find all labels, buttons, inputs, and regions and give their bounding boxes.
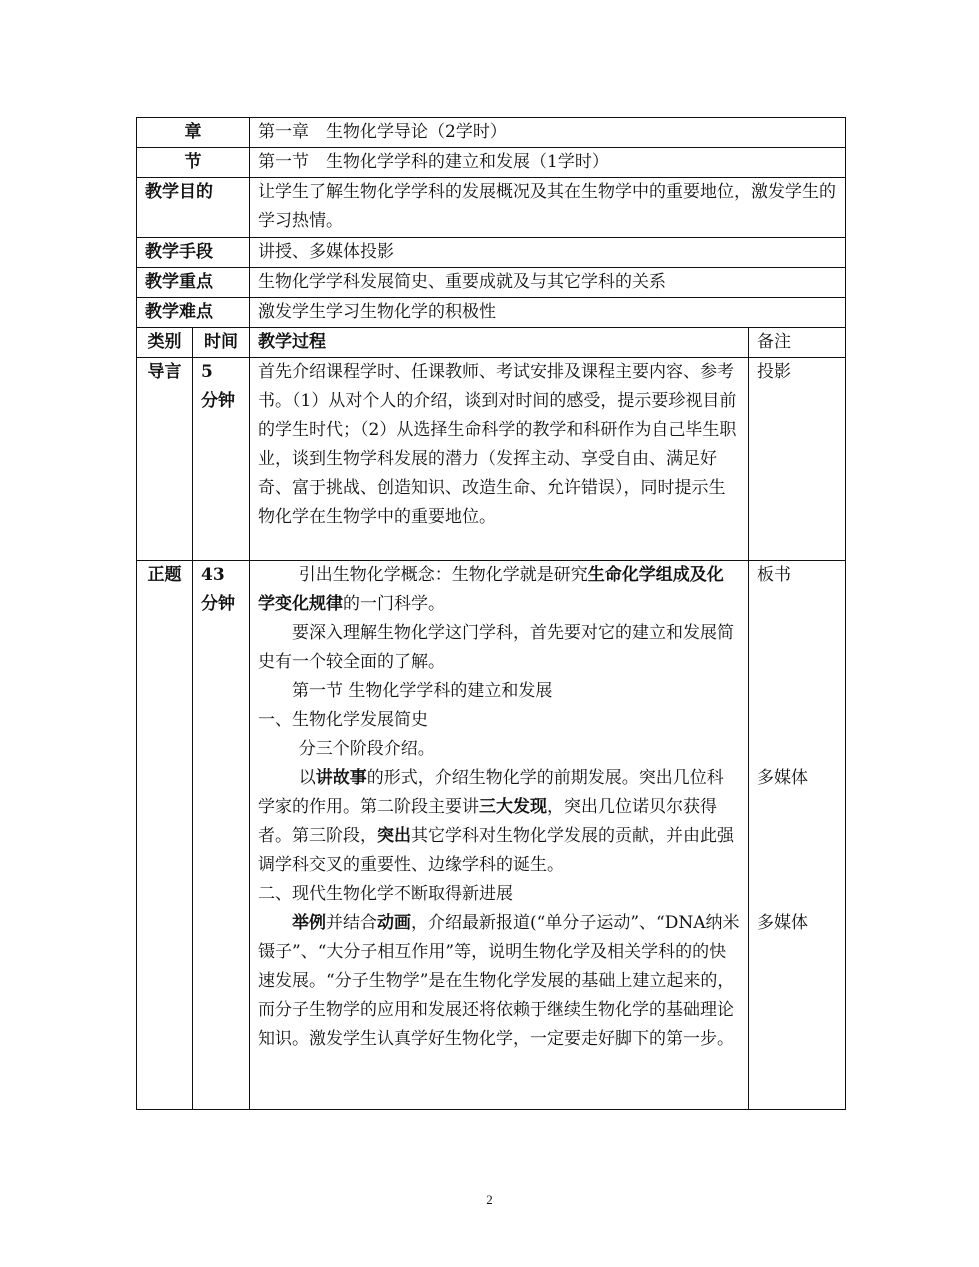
method-label: 教学手段	[137, 238, 250, 268]
progress-text-a: 并结合	[326, 913, 377, 933]
progress-bold-example: 举例	[292, 913, 326, 933]
chapter-label: 章	[137, 118, 250, 148]
column-header-row	[137, 328, 846, 358]
objective-value: 让学生了解生物化学学科的发展概况及其在生物学中的重要地位，激发学生的学习热情。	[250, 178, 846, 238]
main-note-multimedia-1: 多媒体	[757, 768, 808, 788]
main-process	[250, 561, 749, 1110]
main-type: 正题	[137, 561, 193, 1110]
paragraph-section-title: 第一节 生物化学学科的建立和发展	[292, 681, 553, 701]
main-row	[137, 561, 846, 1110]
intro-row	[137, 358, 846, 561]
main-note-blackboard: 板书	[757, 565, 791, 585]
main-time-unit: 分钟	[201, 594, 235, 614]
method-row	[137, 238, 846, 268]
progress-text-c: ，介绍最新报道(“单分子运动”、“DNA纳米镊子”、“大分子相互作用”等，说明生物化学及相关学科的的快速发展。“分子生物学”是在生物化学发展的基础上建立起来的，而分子生物学的应用和发展还将依赖于继续生物化学的基础理论知识。激发学生认真学好生物化学，一定要走好脚下的第一步。	[258, 913, 740, 1049]
main-time-num: 43	[201, 565, 225, 585]
history-bold-story: 讲故事	[315, 768, 367, 788]
paragraph-progress	[258, 909, 740, 1054]
paragraph-stages: 分三个阶段介绍。	[298, 739, 435, 759]
section-label: 节	[137, 148, 250, 178]
paragraph-history	[258, 764, 740, 880]
chapter-value: 第一章 生物化学导论（2学时）	[250, 118, 846, 148]
method-value: 讲授、多媒体投影	[250, 238, 846, 268]
intro-process: 首先介绍课程学时、任课教师、考试安排及课程主要内容、参考书。（1）从对个人的介绍，谈到对时间的感受，提示要珍视目前的学生时代；（2）从选择生命科学的教学和科研作为自己毕生职业，谈到生物学科发展的潜力（发挥主动、享受自由、满足好奇、富于挑战、创造知识、改造生命、允许错误），同时提示生物化学在生物学中的重要地位。	[250, 358, 749, 561]
lesson-plan-table	[136, 117, 846, 1110]
paragraph-intro: 要深入理解生物化学这门学科，首先要对它的建立和发展简史有一个较全面的了解。	[258, 623, 734, 672]
objective-row	[137, 178, 846, 238]
history-text-d: ，突出几位诺贝尔获得者。第三阶段，	[258, 797, 717, 846]
section-value: 第一节 生物化学学科的建立和发展（1学时）	[250, 148, 846, 178]
intro-note: 投影	[749, 358, 846, 561]
history-text-c: 的形式，介绍生物化学的前期发展。突出几位科学家的作用。第二阶段主要讲	[258, 768, 724, 817]
paragraph-heading-1: 一、生物化学发展简史	[258, 710, 428, 730]
col-time-header: 时间	[193, 328, 250, 358]
definition-tail: 的一门科学。	[343, 594, 445, 614]
history-bold-highlight: 突出	[377, 826, 411, 846]
chapter-row	[137, 118, 846, 148]
history-bold-discoveries: 三大发现	[479, 797, 547, 817]
intro-time-num: 5	[201, 362, 213, 382]
key-point-label: 教学重点	[137, 268, 250, 298]
main-note-multimedia-2: 多媒体	[757, 913, 808, 933]
progress-bold-animation: 动画	[377, 913, 411, 933]
page-number: 2	[486, 1192, 493, 1207]
paragraph-definition	[258, 561, 740, 619]
main-time	[193, 561, 250, 1110]
intro-time	[193, 358, 250, 561]
intro-type: 导言	[137, 358, 193, 561]
definition-bold: 生命化学组成及化学变化规律	[258, 565, 724, 614]
col-process-header: 教学过程	[250, 328, 749, 358]
key-point-value: 生物化学学科发展简史、重要成就及与其它学科的关系	[250, 268, 846, 298]
col-note-header: 备注	[749, 328, 846, 358]
history-text-e: 其它学科对生物化学发展的贡献，并由此强调学科交叉的重要性、边缘学科的诞生。	[258, 826, 734, 875]
col-type-header: 类别	[137, 328, 193, 358]
paragraph-heading-2: 二、现代生物化学不断取得新进展	[258, 884, 513, 904]
section-row	[137, 148, 846, 178]
history-text-a: 以	[298, 768, 316, 788]
difficulty-label: 教学难点	[137, 298, 250, 328]
main-note	[749, 561, 846, 1110]
difficulty-row	[137, 298, 846, 328]
difficulty-value: 激发学生学习生物化学的积极性	[250, 298, 846, 328]
key-point-row	[137, 268, 846, 298]
definition-text: 引出生物化学概念：生物化学就是研究	[298, 565, 588, 585]
intro-time-unit: 分钟	[201, 391, 235, 411]
objective-label: 教学目的	[137, 178, 250, 238]
